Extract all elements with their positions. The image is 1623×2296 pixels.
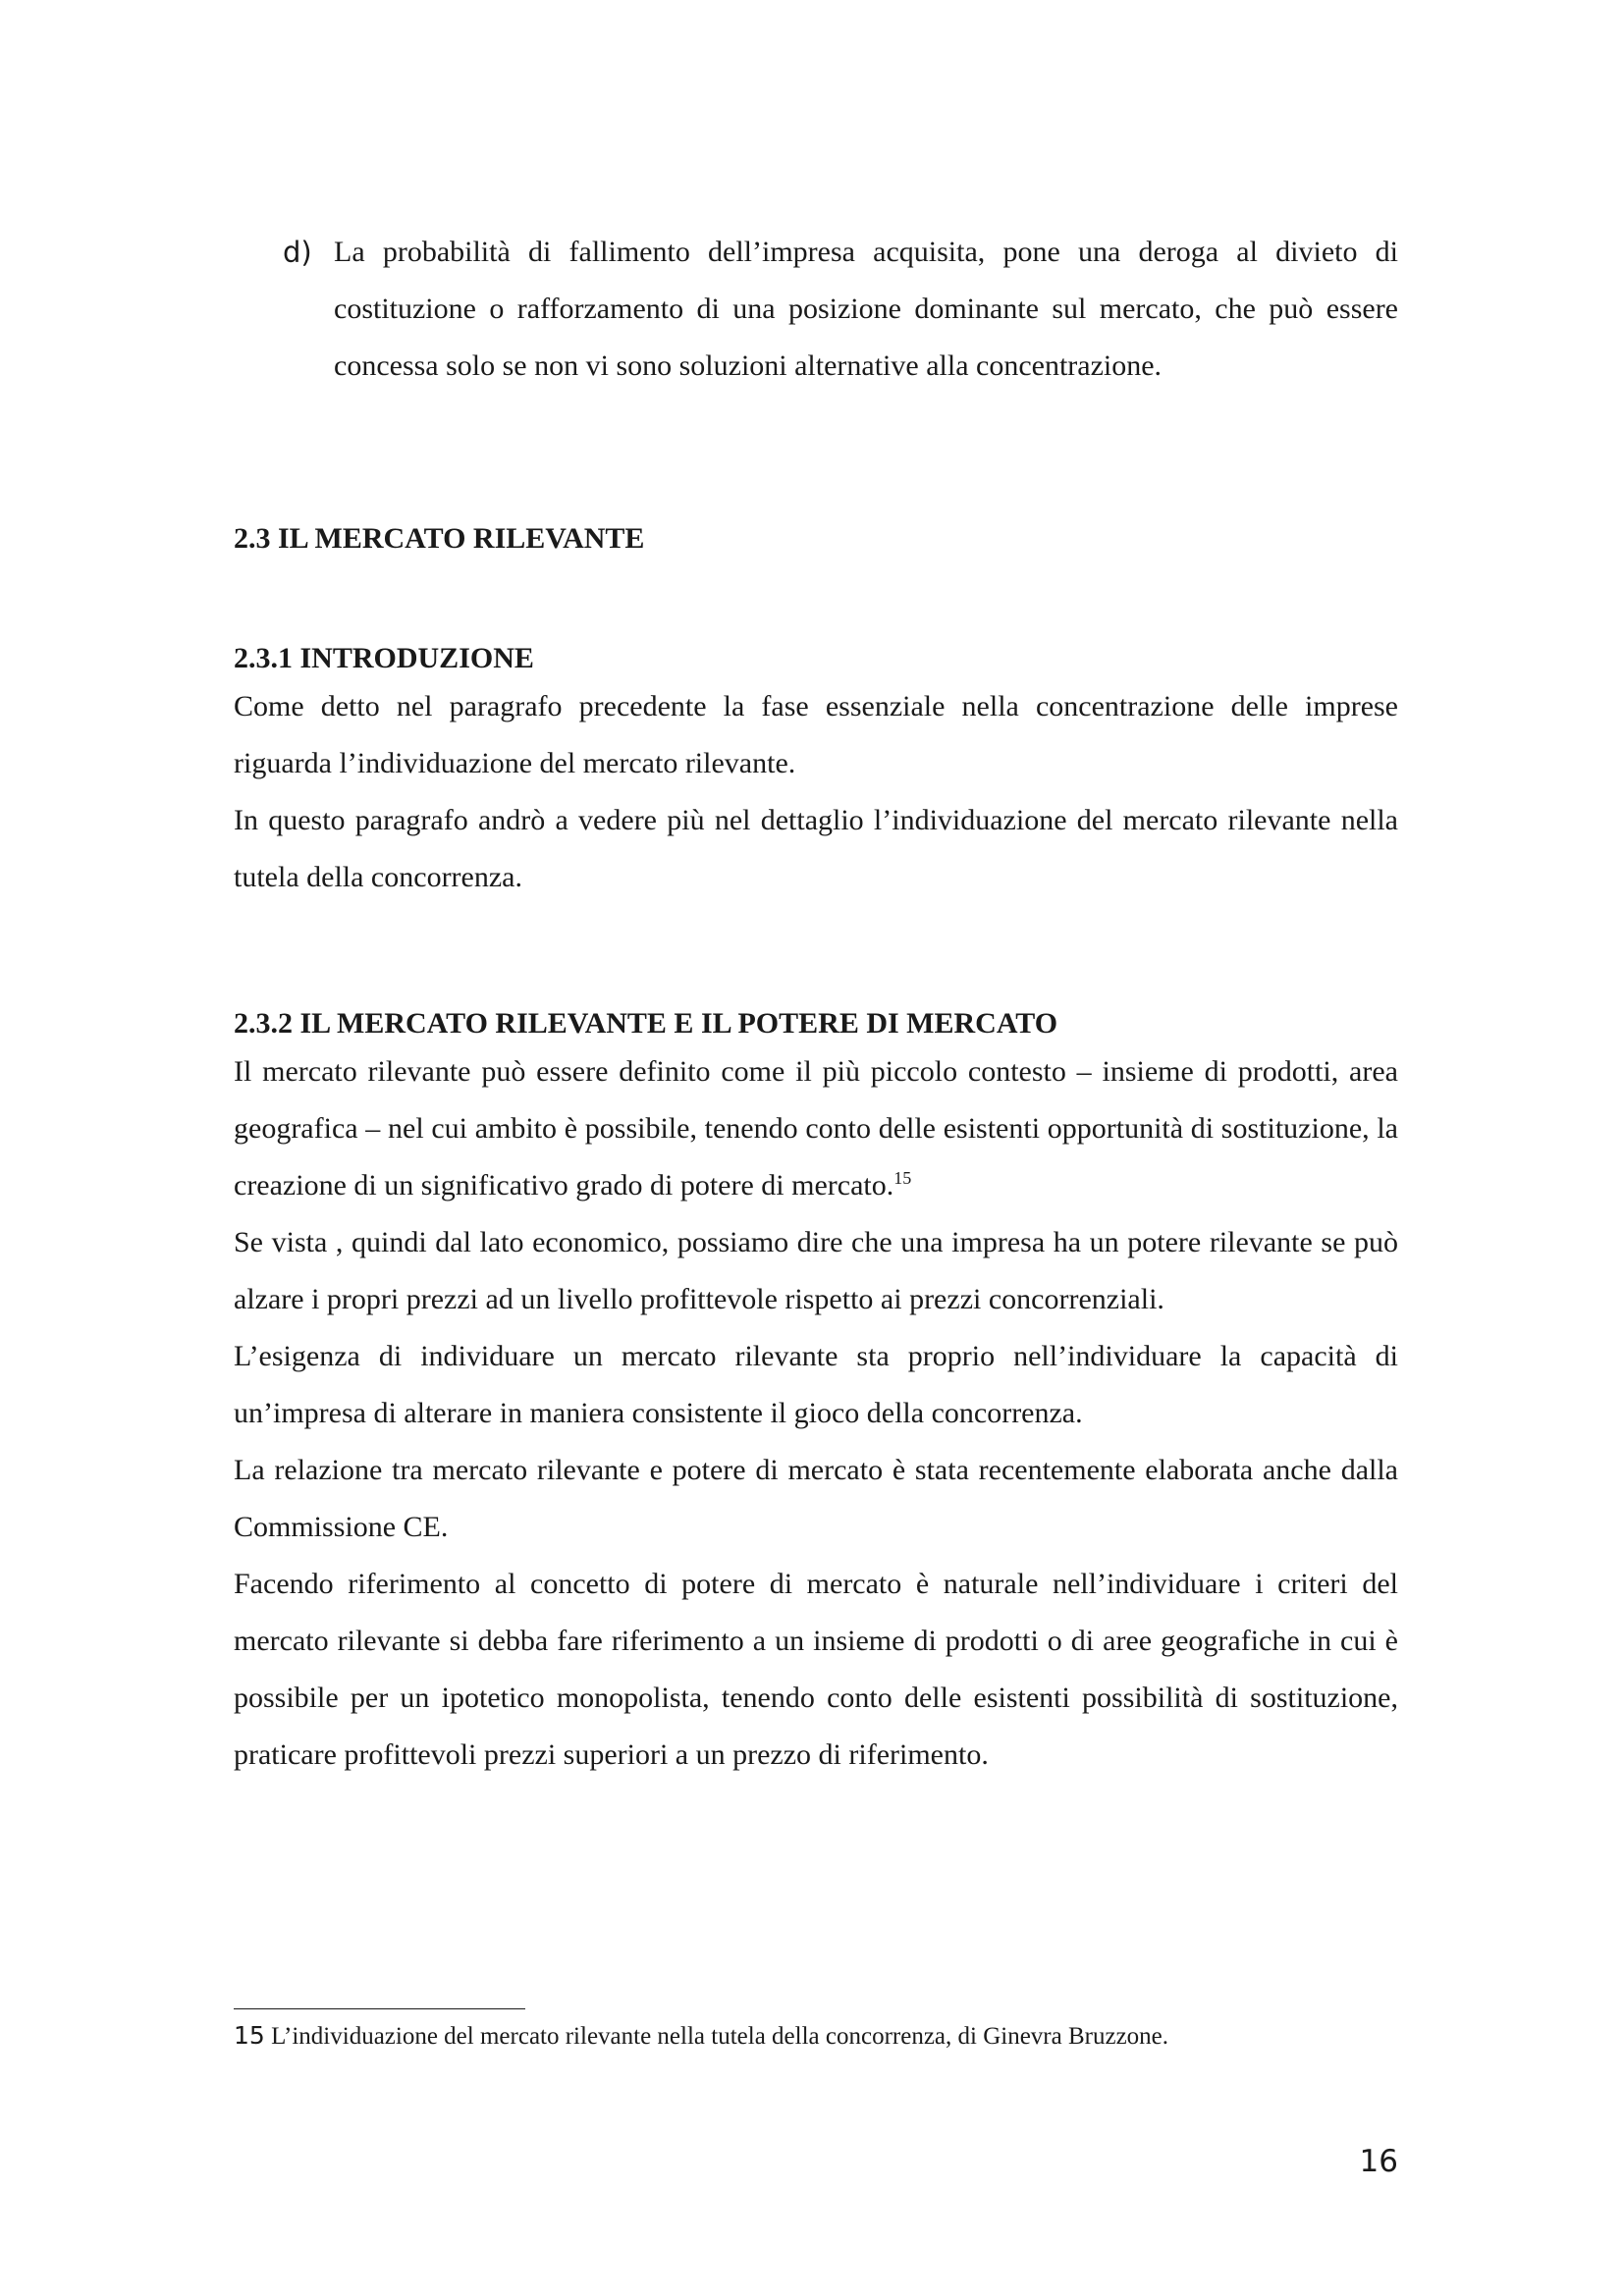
footnote-separator (234, 2008, 525, 2009)
footnote (234, 2018, 1398, 2055)
section-heading-2-3-1: 2.3.1 INTRODUZIONE (234, 642, 534, 674)
list-item-d (234, 224, 1398, 395)
page-body (234, 224, 1398, 1784)
footnote-reference[interactable]: 15 (893, 1168, 912, 1188)
section-heading-2-3: 2.3 IL MERCATO RILEVANTE (234, 522, 645, 555)
footnote-text: L’individuazione del mercato rilevante nella tutela della concorrenza, di Ginevra Bruzzone. (271, 2023, 1169, 2050)
paragraph: L’esigenza di individuare un mercato rilevante sta proprio nell’individuare la capacità di un’impresa di alterare in maniera consistente il gioco della concorrenza. (234, 1340, 1398, 1429)
paragraph-with-footnote (234, 1043, 1398, 1214)
list-marker: d) (283, 236, 312, 269)
section-heading-2-3-2: 2.3.2 IL MERCATO RILEVANTE E IL POTERE DI MERCATO (234, 1007, 1058, 1040)
paragraph: In questo paragrafo andrò a vedere più nel dettaglio l’individuazione del mercato rilevante nella tutela della concorrenza. (234, 804, 1398, 893)
paragraph: Se vista , quindi dal lato economico, possiamo dire che una impresa ha un potere rilevante se può alzare i propri prezzi ad un livello profittevole rispetto ai prezzi concorrenziali. (234, 1226, 1398, 1315)
list-item-text: La probabilità di fallimento dell’impresa acquisita, pone una deroga al divieto di costituzione o rafforzamento di una posizione dominante sul mercato, che può essere concessa solo se non vi sono soluzioni alternative alla concentrazione. (334, 236, 1398, 382)
paragraph-text: Il mercato rilevante può essere definito come il più piccolo contesto – insieme di prodotti, area geografica – nel cui ambito è possibile, tenendo conto delle esistenti opportunità di sostituzione, la creazione di un significativo grado di potere di mercato. (234, 1055, 1398, 1201)
page-number: 16 (1359, 2144, 1398, 2179)
paragraph: La relazione tra mercato rilevante e potere di mercato è stata recentemente elaborata anche dalla Commissione CE. (234, 1454, 1398, 1543)
paragraph: Facendo riferimento al concetto di potere di mercato è naturale nell’individuare i criteri del mercato rilevante si debba fare riferimento a un insieme di prodotti o di aree geografiche in cui è possibile per un ipotetico monopolista, tenendo conto delle esistenti possibilità di sostituzione, praticare profittevoli prezzi superiori a un prezzo di riferimento. (234, 1568, 1398, 1771)
footnote-number: 15 (234, 2021, 265, 2050)
paragraph: Come detto nel paragrafo precedente la fase essenziale nella concentrazione delle imprese riguarda l’individuazione del mercato rilevante. (234, 690, 1398, 779)
